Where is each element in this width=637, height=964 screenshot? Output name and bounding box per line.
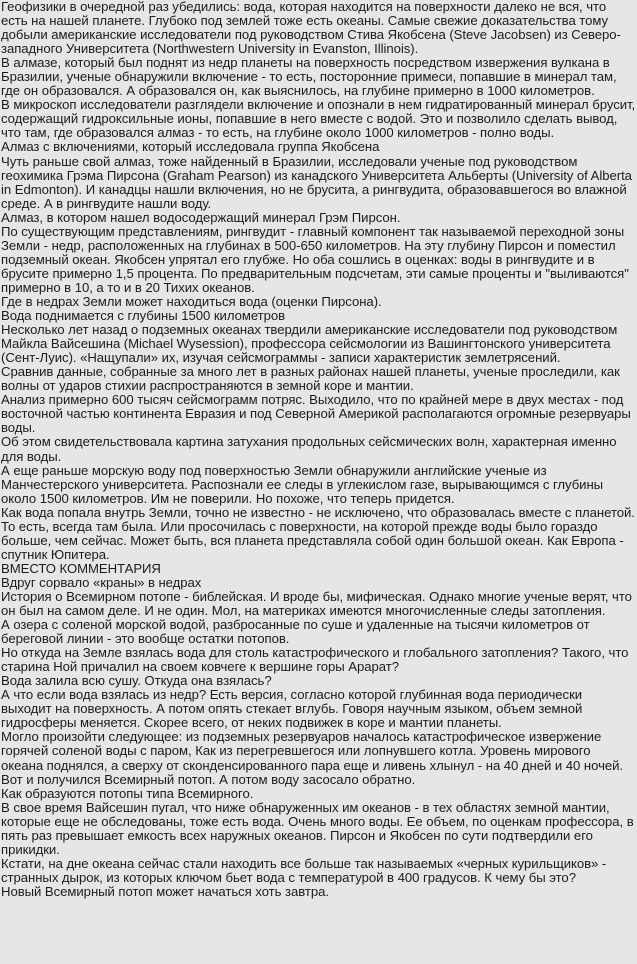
paragraph: А еще раньше морскую воду под поверхностью Земли обнаружили английские ученые из Манчестерского университета. Распознали ее следы в углекислом газе, вырывающимся с глубины около 1500 километров. Им не поверили. Но похоже, что теперь придется. — [1, 462, 604, 506]
image-caption: Где в недрах Земли может находиться вода (оценки Пирсона). — [1, 293, 382, 309]
paragraph: Геофизики в очередной раз убедились: вода, которая находится на поверхности далеко не вся, что есть на нашей планете. Глубоко под землей тоже есть океаны. Самые свежие доказательства тому добыли американские исследователи под руководством Стива Якобсена (Steve Jacobsen) из Северо-западного Университета (Northwestern University in Evanston, Illinois). — [1, 0, 621, 57]
paragraph: Несколько лет назад о подземных океанах твердили американские исследователи под руководством Майкла Вайсешина (Michael Wysession), профессора сейсмологии из Вашингтонского университета (Сент-Луис). «Нащупали» их, изучая сейсмограммы - записи характеристик землетрясений. — [1, 322, 618, 366]
paragraph: А озера с соленой морской водой, разбросанные по суше и удаленные на тысячи километров от береговой линии - это вообще остатки потопов. — [1, 617, 590, 647]
paragraph: Чуть раньше свой алмаз, тоже найденный в Бразилии, исследовали ученые под руководством геохимика Грэма Пирсона (Graham Pearson) из канадского Университета Альберты (University of Alberta in Edmonton). И канадцы нашли включения, но не брусита, а рингвудита, образовавшегося во влажной среде. А в рингвудите нашли воду. — [1, 153, 632, 211]
section-heading: Вода поднимается с глубины 1500 километров — [1, 308, 286, 324]
paragraph: А что если вода взялась из недр? Есть версия, согласно которой глубинная вода периодически выходит на поверхность. А потом опять стекает вглубь. Говоря научным языком, объем земной гидросферы меняется. Скорее всего, от неких подвижек в коре и мантии планеты. — [1, 687, 583, 731]
section-subheading: Вдруг сорвало «краны» в недрах — [1, 574, 202, 590]
section-heading: ВМЕСТО КОММЕНТАРИЯ — [1, 560, 161, 576]
paragraph: Могло произойти следующее: из подземных резервуаров началось катастрофическое извержение горячей соленой воды с паром, Как из перегревшегося или лопнувшего котла. Уровень мирового океана поднялся, а сверху от сконденсированного пара еще и ливень хлынул - на 40 дней и 40 ночей. Вот и получился Всемирный потоп. А потом воду засосало обратно. — [1, 729, 624, 787]
paragraph: В свое время Вайсешин пугал, что ниже обнаруженных им океанов - в тех областях земной мантии, которые еще не обследованы, тоже есть вода. Очень много воды. Ее объем, по оценкам профессора, в пять раз превышает емкость всех наружных океанов. Пирсон и Якобсен по сути подтвердили его прикидки. — [1, 799, 634, 857]
image-caption: Алмаз с включениями, который исследовала группа Якобсена — [1, 139, 380, 155]
paragraph: Кстати, на дне океана сейчас стали находить все больше так называемых «черных курильщиков» - странных дырок, из которых ключом бьет вода с температурой в 400 градусов. К чему бы это? — [1, 855, 607, 885]
paragraph: Анализ примерно 600 тысяч сейсмограмм потряс. Выходило, что по крайней мере в двух местах - под восточной частью континента Евразия и под Северной Америкой располагаются огромные резервуары воды. — [1, 392, 631, 436]
paragraph: История о Всемирном потопе - библейская. И вроде бы, мифическая. Однако многие ученые верят, что он был на самом деле. И не один. Мол, на материках имеются многочисленные следы затопления. — [1, 588, 632, 619]
image-caption: Алмаз, в котором нашел водосодержащий минерал Грэм Пирсон. — [1, 209, 401, 225]
image-caption: Как образуются потопы типа Всемирного. — [1, 785, 254, 801]
paragraph: Но откуда на Земле взялась вода для столь катастрофического и глобального затопления? Такого, что старина Ной причалил на своем ковчеге к вершине горы Арарат? — [1, 645, 629, 675]
paragraph: Об этом свидетельствовала картина затухания продольных сейсмических волн, характерная именно для воды. — [1, 434, 617, 464]
paragraph: В алмазе, который был поднят из недр планеты на поверхность посредством извержения вулкана в Бразилии, ученые обнаружили включение - то есть, посторонние примеси, попавшие в минерал там, где он образовался. А образовался он, как выяснилось, на глубине примерно в 1000 километров. — [1, 55, 617, 99]
image-caption: Вода залила всю сушу. Откуда она взялась? — [1, 673, 272, 689]
paragraph: Новый Всемирный потоп может начаться хоть завтра. — [1, 883, 330, 899]
paragraph: Как вода попала внутрь Земли, точно не известно - не исключено, что образовалась вместе с планетой. То есть, всегда там была. Или просочилась с поверхности, на которой прежде воды было гораздо больше, чем сейчас. Может быть, вся планета представляла собой один большой океан. Как Европа - спутник Юпитера. — [1, 504, 635, 562]
paragraph: В микроскоп исследователи разглядели включение и опознали в нем гидратированный минерал брусит, содержащий гидроксильные ионы, попавшие в него вместе с водой. Это и позволило сделать вывод, что там, где образовался алмаз - то есть, на глубине около 1000 километров - полно воды. — [1, 97, 636, 141]
paragraph: По существующим представлениям, рингвудит - главный компонент так называемой переходной зоны Земли - недр, расположенных на глубинах в 500-650 километров. На эту глубину Пирсон и поместил подземный океан. Якобсен упрятал его глубже. Но оба сошлись в оценках: воды в рингвудите и в брусите примерно 1,5 процента. По предварительным подсчетам, эти самые проценты и "выливаются" примерно в 10, а то и в 20 Тихих океанов. — [1, 223, 629, 295]
paragraph: Сравнив данные, собранные за много лет в разных районах нашей планеты, ученые проследили, как волны от ударов стихии распространяются в земной коре и мантии. — [1, 364, 620, 394]
